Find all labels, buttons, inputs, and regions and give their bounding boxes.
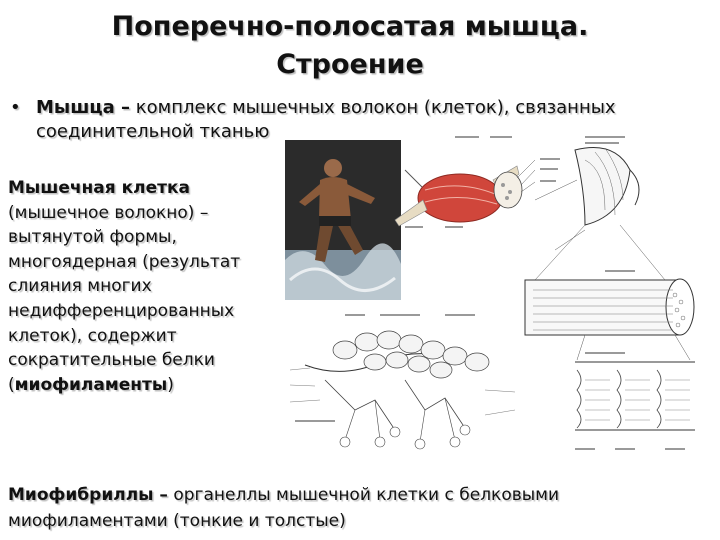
myofilaments-term: миофиламенты [14, 374, 168, 395]
bullet-term: Мышца – [36, 97, 131, 118]
bullet-definition: комплекс мышечных волокон (клеток), связанных соединительной тканью [36, 97, 616, 142]
myofibril-cylinder-illustration [525, 225, 694, 335]
muscle-cell-line: многоядерная (результат [8, 251, 241, 272]
muscle-structure-diagram [285, 130, 710, 465]
bullet-marker: • [10, 97, 21, 118]
muscle-cell-line: вытянутой формы, [8, 227, 177, 248]
muscle-cell-line: недифференцированных [8, 300, 235, 321]
myofibrils-definition: органеллы мышечной клетки с белковыми миофиламентами (тонкие и толстые) [8, 485, 560, 531]
fiber-bundle-illustration [535, 148, 639, 251]
muscle-cell-line: клеток), содержит [8, 325, 177, 346]
myofibrils-description [8, 482, 708, 534]
muscle-cell-description [8, 176, 298, 397]
myofibrils-term: Миофибриллы – [8, 485, 168, 505]
sarcomere-illustration [575, 335, 695, 430]
muscle-cell-line: (мышечное волокно) – [8, 202, 209, 223]
muscle-cell-line: слияния многих [8, 276, 152, 297]
slide-title [0, 8, 700, 84]
whole-muscle-illustration [395, 160, 535, 226]
title-line-2: Строение [276, 49, 424, 80]
muscle-cell-term: Мышечная клетка [8, 178, 190, 198]
muscle-cell-line-last: (миофиламенты) [8, 374, 174, 395]
title-line-1: Поперечно-полосатая мышца. [111, 11, 589, 42]
muscle-cell-line: сократительные белки [8, 350, 215, 371]
fiber-network-illustration [290, 331, 515, 449]
